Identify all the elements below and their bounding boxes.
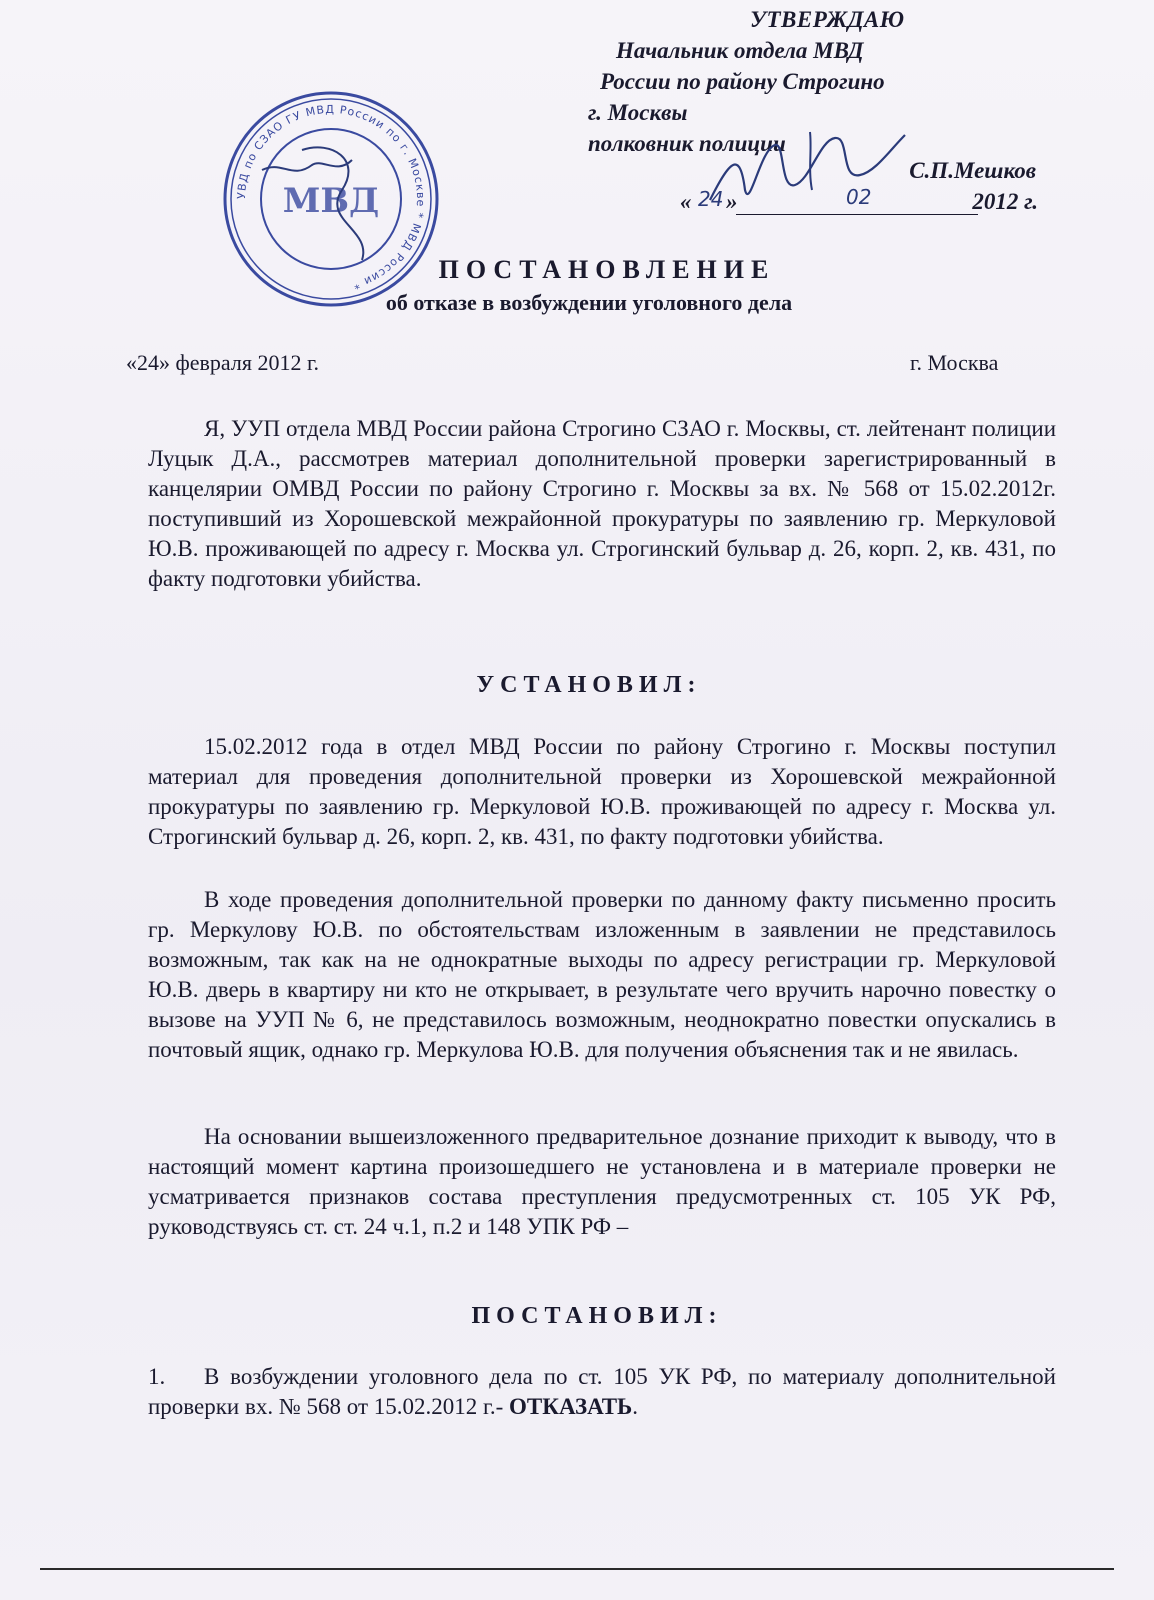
approval-signatory-name: С.П.Мешков xyxy=(909,158,1036,183)
approval-date-day: 24 xyxy=(698,187,724,211)
seal-center-text: МВД xyxy=(282,181,380,221)
approval-date-month: 02 xyxy=(846,185,872,209)
approval-position-line3: г. Москвы xyxy=(588,100,688,125)
resolution-item-number: 1. xyxy=(148,1364,166,1389)
document-subtitle: об отказе в возбуждении уголовного дела xyxy=(385,290,793,315)
heading-established: УСТАНОВИЛ: xyxy=(476,672,702,698)
paragraph-check: В ходе проведения дополнительной проверки по данному факту письменно просить гр. Меркулову Ю.В. по обстоятельствам изложенным в заявлении не представилось возможным, так как на не однократные выходы по адресу регистрации гр. Меркуловой Ю.В. дверь в квартиру ни кто не открывает, в результате чего вручить нарочно повестку о вызове на УУП № 6, не представилось возможным, неоднократно повестки опускались в почтовый ящик, однако гр. Меркулова Ю.В. для получения объяснения так и не явилась. xyxy=(148,887,1056,1062)
paragraph-received: 15.02.2012 года в отдел МВД России по району Строгино г. Москвы поступил материал для проведения дополнительной проверки из Хорошевской межрайонной прокуратуры по заявлению гр. Меркуловой Ю.В. проживающей по адресу г. Москва ул. Строгинский бульвар д. 26, корп. 2, кв. 431, по факту подготовки убийства. xyxy=(148,734,1056,849)
paragraph-basis: На основании вышеизложенного предварительное дознание приходит к выводу, что в настоящий момент картина произошедшего не установлена и в материале проверки не усматривается признаков состава преступления предусмотренных ст. 105 УК РФ, руководствуясь ст. ст. 24 ч.1, п.2 и 148 УПК РФ – xyxy=(148,1124,1056,1239)
approval-rank: полковник полиции xyxy=(588,131,786,156)
approval-date-year: 2012 г. xyxy=(972,189,1038,214)
resolution-item-text: В возбуждении уголовного дела по ст. 105 УК РФ, по материалу дополнительной проверки вх. № 568 от 15.02.2012 г.- xyxy=(148,1364,1056,1419)
approval-title: УТВЕРЖДАЮ xyxy=(750,7,905,32)
approval-position-line1: Начальник отдела МВД xyxy=(616,38,864,63)
resolution-item-verdict: ОТКАЗАТЬ xyxy=(509,1394,633,1419)
approval-date-open-quote: « xyxy=(680,189,692,214)
document-date: «24» февраля 2012 г. xyxy=(126,350,320,375)
page-bottom-edge xyxy=(40,1568,1114,1570)
resolution-item-1 xyxy=(148,1362,1056,1422)
heading-resolved: ПОСТАНОВИЛ: xyxy=(471,1303,723,1329)
document-city: г. Москва xyxy=(910,350,999,375)
seal-ring-text: УВД по СЗАО ГУ МВД России по г. Москве * МВД России * xyxy=(234,102,428,293)
resolution-item-end: . xyxy=(632,1394,639,1419)
approval-position-line2: России по району Строгино xyxy=(600,69,885,94)
intro-paragraph: Я, УУП отдела МВД России района Строгино СЗАО г. Москвы, ст. лейтенант полиции Луцык Д.А., рассмотрев материал дополнительной проверки зарегистрированный в канцелярии ОМВД России по району Строгино г. Москвы за вх. № 568 от 15.02.2012г. поступивший из Хорошевской межрайонной прокуратуры по заявлению гр. Меркуловой Ю.В. проживающей по адресу г. Москва ул. Строгинский бульвар д. 26, корп. 2, кв. 431, по факту подготовки убийства. xyxy=(148,416,1056,591)
document-title: ПОСТАНОВЛЕНИЕ xyxy=(438,255,776,284)
approval-date-close-quote: » xyxy=(726,189,738,214)
signature-scribble xyxy=(700,130,910,220)
